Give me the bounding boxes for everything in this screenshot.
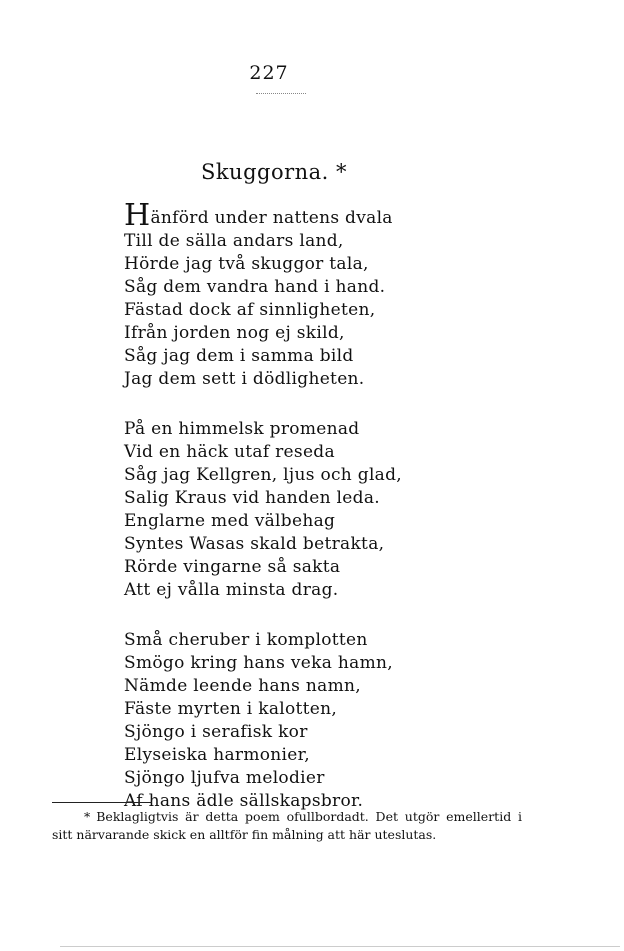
footnote: [52, 808, 522, 844]
stanza: [124, 418, 504, 602]
footnote-rule: [52, 802, 152, 803]
page-bottom-rule: [60, 946, 620, 947]
page-number-rule: [256, 93, 306, 94]
poem-line: Ifrån jorden nog ej skild,: [124, 323, 345, 343]
poem-line: Såg dem vandra hand i hand.: [124, 277, 386, 297]
poem-line: Syntes Wasas skald betrakta,: [124, 534, 385, 554]
poem-line: Fäste myrten i kalotten,: [124, 699, 338, 719]
poem-line: Jag dem sett i dödligheten.: [124, 369, 365, 389]
poem-line: Elyseiska harmonier,: [124, 745, 310, 765]
stanza: [124, 198, 504, 391]
drop-cap: H: [124, 198, 151, 233]
poem-line: Såg jag Kellgren, ljus och glad,: [124, 465, 402, 485]
poem-line: På en himmelsk promenad: [124, 419, 360, 439]
poem-line-text: änförd under nattens dvala: [150, 208, 393, 228]
poem-line: Af hans ädle sällskapsbror.: [124, 791, 364, 811]
page-number: 227: [249, 62, 289, 84]
poem-line: Hörde jag två skuggor tala,: [124, 254, 369, 274]
poem-line: Till de sälla andars land,: [124, 231, 344, 251]
poem-line: Salig Kraus vid handen leda.: [124, 488, 380, 508]
poem-line: Sjöngo i serafisk kor: [124, 722, 308, 742]
footnote-text: Beklagligtvis är detta poem ofullbordadt. Det utgör emellertid i sitt närvarande skick en alltför fin målning att här uteslutas.: [52, 809, 522, 842]
poem-line: Nämde leende hans namn,: [124, 676, 361, 696]
poem-line: Englarne med välbehag: [124, 511, 336, 531]
poem-line: Såg jag dem i samma bild: [124, 346, 354, 366]
poem-line: Vid en häck utaf reseda: [124, 442, 335, 462]
poem-title: Skuggorna. *: [200, 160, 348, 184]
poem-line: [124, 198, 504, 233]
poem-line: Rörde vingarne så sakta: [124, 557, 341, 577]
poem-line: Små cheruber i komplotten: [124, 630, 368, 650]
footnote-marker: *: [84, 809, 91, 824]
poem-line: Fästad dock af sinnligheten,: [124, 300, 376, 320]
poem-line: Smögo kring hans veka hamn,: [124, 653, 393, 673]
poem-body: [124, 198, 504, 840]
poem-line: Sjöngo ljufva melodier: [124, 768, 325, 788]
stanza: [124, 629, 504, 813]
poem-line: Att ej vålla minsta drag.: [124, 580, 339, 600]
